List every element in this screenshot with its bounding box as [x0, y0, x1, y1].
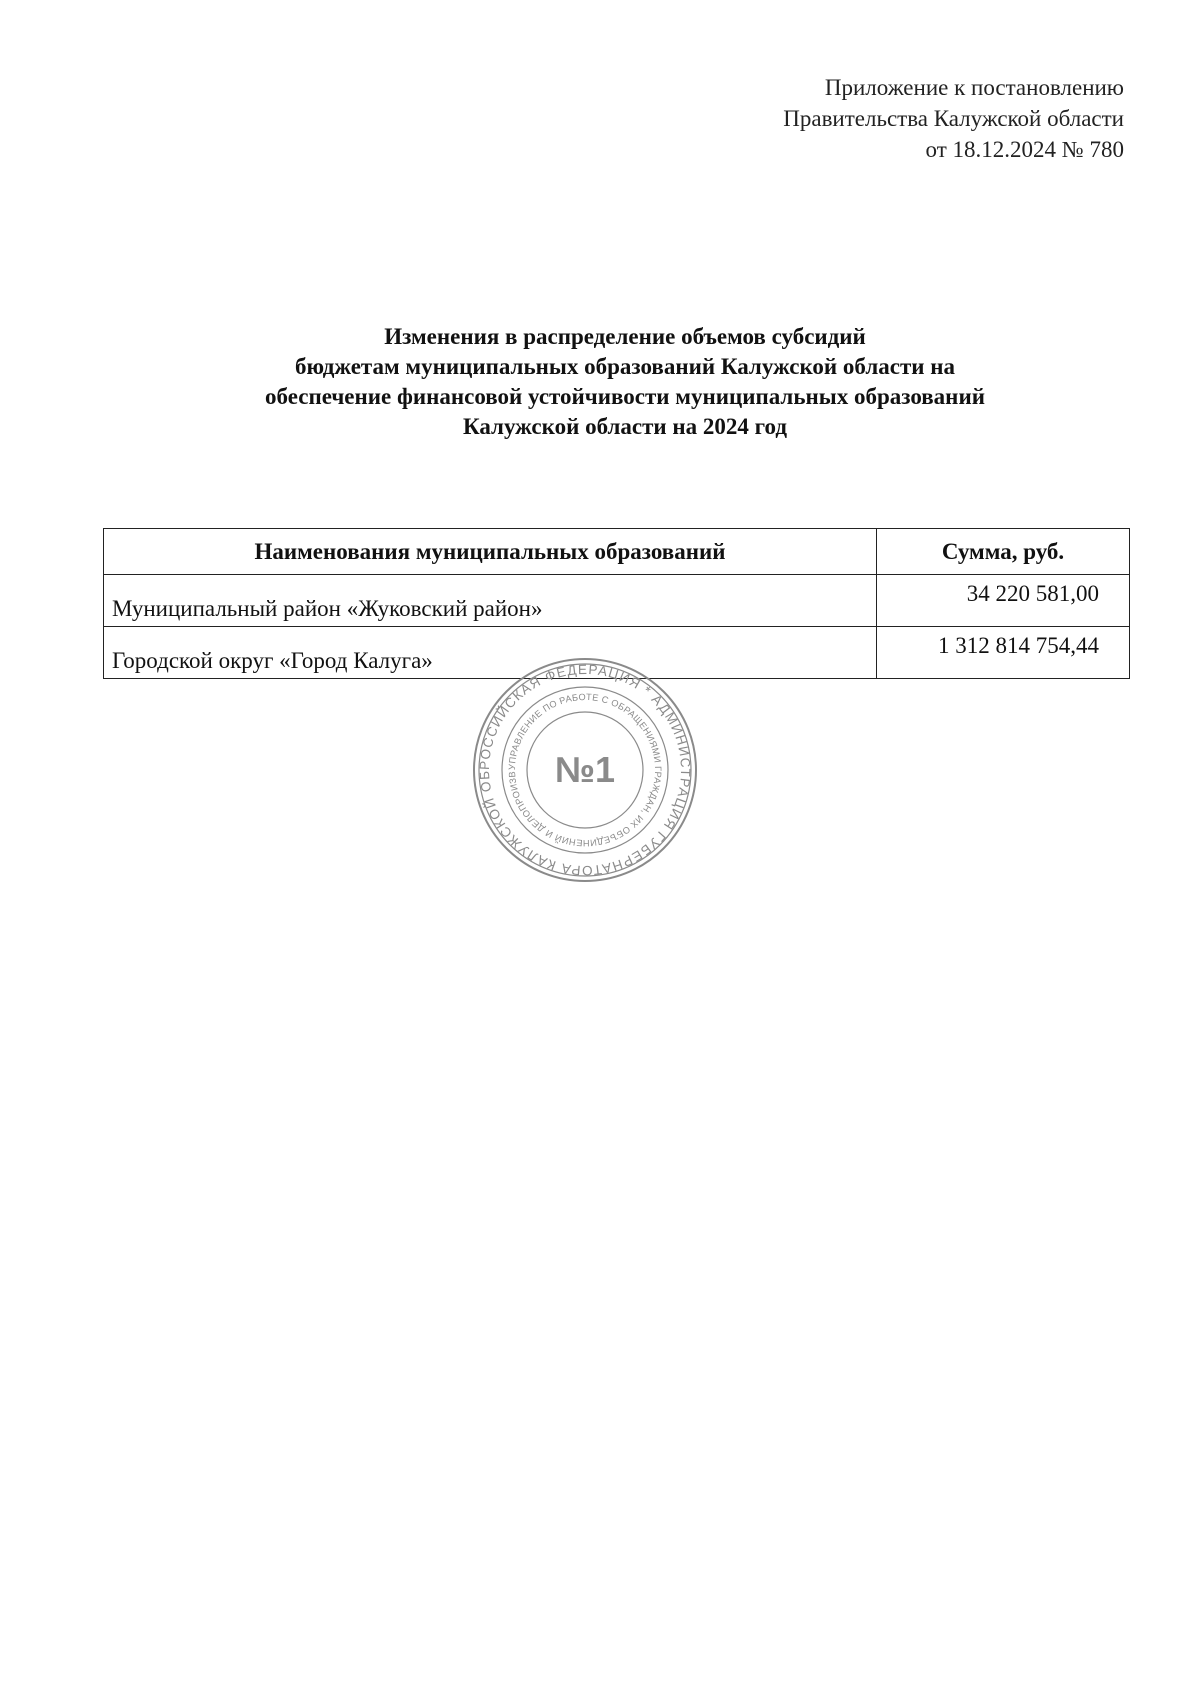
title-line-4: Калужской области на 2024 год	[462, 414, 788, 439]
official-seal	[470, 655, 700, 885]
row-name: Муниципальный район «Жуковский район»	[104, 575, 877, 627]
row-sum: 34 220 581,00	[877, 575, 1130, 627]
header-sum: Сумма, руб.	[877, 529, 1130, 575]
appendix-line-1: Приложение к постановлению	[824, 75, 1124, 100]
appendix-line-2: Правительства Калужской области	[783, 106, 1124, 131]
row-sum: 1 312 814 754,44	[877, 627, 1130, 679]
seal-graphic	[470, 655, 700, 885]
document-title	[100, 322, 1150, 442]
appendix-note	[783, 72, 1124, 165]
seal-number: №1	[554, 749, 616, 790]
seal-outer-text: РОССИЙСКАЯ ФЕДЕРАЦИЯ * АДМИНИСТРАЦИЯ ГУБЕРНАТОРА КАЛУЖСКОЙ ОБ	[476, 661, 694, 879]
appendix-line-3: от 18.12.2024 № 780	[925, 137, 1124, 162]
row-name: Городской округ «Город Калуга»	[104, 627, 877, 679]
table-header-row	[104, 529, 1130, 575]
title-line-3: обеспечение финансовой устойчивости муниципальных образований	[265, 384, 985, 409]
table-row	[104, 575, 1130, 627]
seal-inner-text: УПРАВЛЕНИЕ ПО РАБОТЕ С ОБРАЩЕНИЯМИ ГРАЖДАН, ИХ ОБЪЕДИНЕНИЙ И ДЕЛОПРОИЗВ	[506, 691, 664, 849]
title-line-1: Изменения в распределение объемов субсидий	[384, 324, 866, 349]
title-line-2: бюджетам муниципальных образований Калужской области на	[294, 354, 956, 379]
header-name: Наименования муниципальных образований	[104, 529, 877, 575]
